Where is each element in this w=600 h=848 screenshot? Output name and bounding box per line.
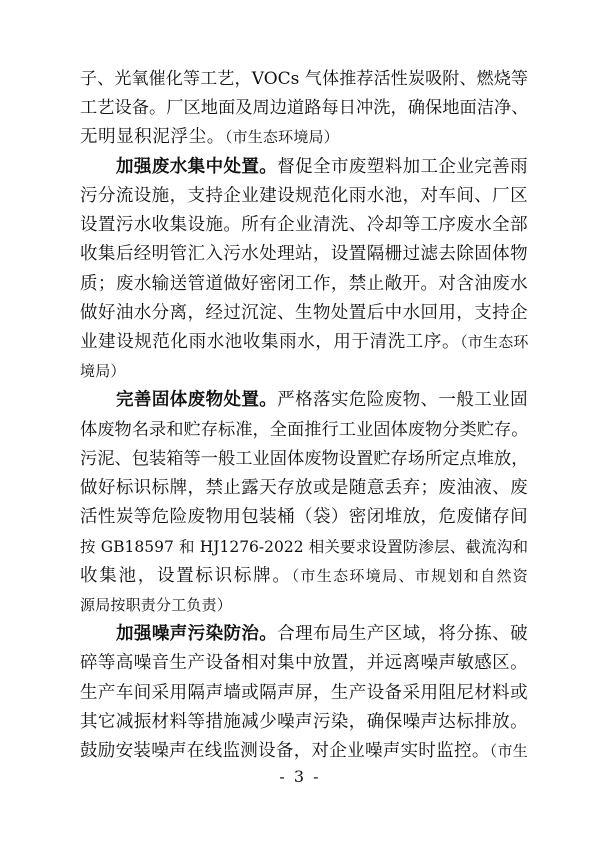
text-line: 设置污水收集设施。所有企业清洗、冷却等工序废水全部 <box>80 215 528 236</box>
text-line: 子、光氧催化等工艺，VOCs 气体推荐活性炭吸附、燃烧等 <box>80 69 528 89</box>
text-line: 质；废水输送管道做好密闭工作，禁止敞开。对含油废水 <box>80 273 528 294</box>
text-line: 无明显积泥浮尘。（市生态环境局） <box>80 127 339 148</box>
text-line: 收集池，设置标识标牌。（市生态环境局、市规划和自然资 <box>80 565 528 586</box>
text-line: 按 GB18597 和 HJ1276-2022 相关要求设置防渗层、截流沟和 <box>80 537 528 556</box>
text-line <box>80 358 528 384</box>
text-line: 工艺设备。厂区地面及周边道路每日冲洗，确保地面洁净、 <box>80 98 529 119</box>
text-line: 污分流设施，支持企业建设规范化雨水池，对车间、厂区 <box>80 185 528 206</box>
text-line: 鼓励安装噪声在线监测设备，对企业噪声实时监控。（市生 <box>80 741 528 761</box>
responsible-department: （市生态环境局） <box>224 128 339 147</box>
text-line: 做好标识标牌，禁止露天存放或是随意丢弃；废油液、废 <box>80 478 528 498</box>
page-number: - 3 - <box>279 767 321 786</box>
responsible-department: 源局按职责分工负责） <box>80 595 233 614</box>
text-line: 体废物名录和贮存标准，全面推行工业固体废物分类贮存。 <box>80 419 529 440</box>
section-heading: 加强噪声污染防治。 <box>116 624 278 645</box>
section-heading: 完善固体废物处置。 <box>116 390 278 411</box>
text-line: 生产车间采用隔声墙或隔声屏，生产设备采用阻尼材料或 <box>80 682 528 703</box>
responsible-department: （市生 <box>489 742 528 760</box>
text-line: 做好油水分离，经过沉淀、生物处置后中水回用，支持企 <box>80 302 528 323</box>
responsible-department: （市生态环境局、市规划和自然资 <box>291 566 528 585</box>
section-heading: 加强废水集中处置。 <box>116 156 278 177</box>
text-line: 活性炭等危险废物用包装桶（袋）密闭堆放，危废储存间 <box>80 507 528 528</box>
responsible-department: （市生态环 <box>460 333 529 351</box>
section-heading-line: 加强噪声污染防治。合理布局生产区域，将分拣、破 <box>116 624 528 645</box>
responsible-department: 境局） <box>80 362 126 381</box>
text-line: 收集后经明管汇入污水处理站，设置隔栅过滤去除固体物 <box>80 244 528 265</box>
text-line: 碎等高噪音生产设备相对集中放置，并远离噪声敏感区。 <box>80 653 528 674</box>
text-line <box>80 592 528 618</box>
text-line: 污泥、包装箱等一般工业固体废物设置贮存场所定点堆放， <box>80 448 529 469</box>
text-line: 其它减振材料等措施减少噪声污染，确保噪声达标排放。 <box>80 711 528 732</box>
text-line: 业建设规范化雨水池收集雨水，用于清洗工序。（市生态环 <box>80 332 529 352</box>
section-heading-line: 完善固体废物处置。严格落实危险废物、一般工业固 <box>116 390 528 411</box>
section-heading-line: 加强废水集中处置。督促全市废塑料加工企业完善雨 <box>116 156 528 177</box>
